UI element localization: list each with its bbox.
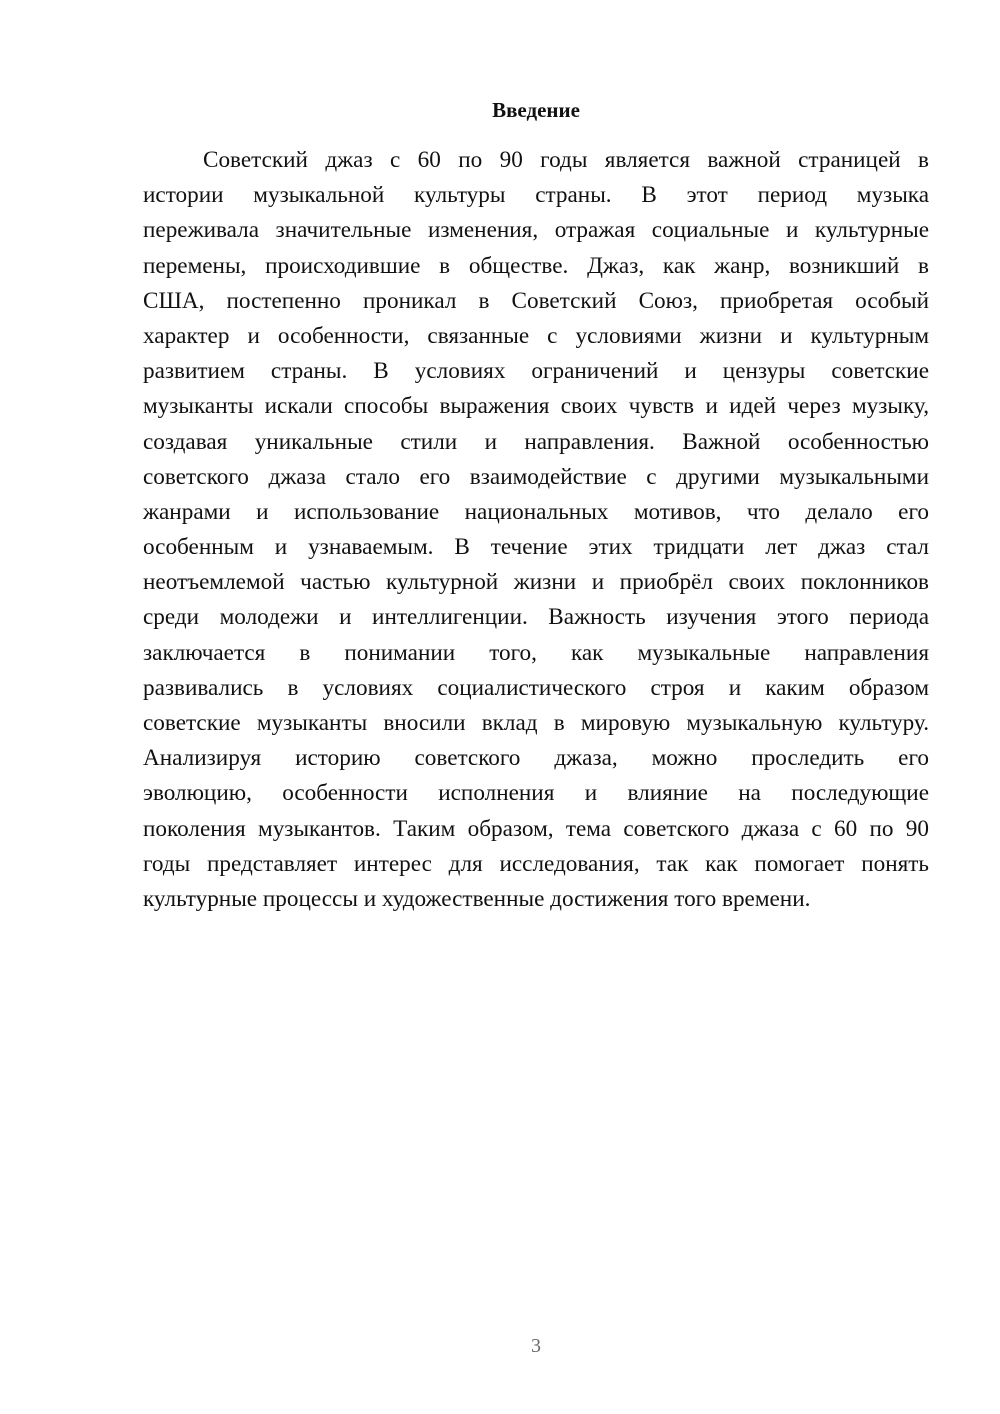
paragraph-line: создавая уникальные стили и направления. Важной особенностью [143, 428, 929, 455]
intro-paragraph [143, 143, 929, 917]
paragraph-line: неотъемлемой частью культурной жизни и приобрёл своих поклонников [143, 569, 929, 596]
paragraph-line: перемены, происходившие в обществе. Джаз, как жанр, возникший в [143, 252, 929, 279]
paragraph-line: истории музыкальной культуры страны. В этот период музыка [143, 182, 929, 209]
paragraph-line: Советский джаз с 60 по 90 годы является важной страницей в [203, 147, 929, 173]
paragraph-line: жанрами и использование национальных мотивов, что делало его [143, 498, 929, 525]
paragraph-line: особенным и узнаваемым. В течение этих тридцати лет джаз стал [143, 534, 929, 561]
paragraph-line: США, постепенно проникал в Советский Союз, приобретая особый [143, 287, 929, 314]
paragraph-line: переживала значительные изменения, отражая социальные и культурные [143, 217, 929, 244]
page-title: Введение [492, 98, 580, 122]
paragraph-line: советские музыканты вносили вклад в мировую музыкальную культуру. [143, 710, 929, 736]
paragraph-line: развивались в условиях социалистического строя и каким образом [143, 674, 929, 701]
page-number: 3 [531, 1335, 541, 1357]
paragraph-line: советского джаза стало его взаимодействие с другими музыкальными [143, 463, 929, 490]
paragraph-line: Анализируя историю советского джаза, можно проследить его [143, 745, 929, 772]
paragraph-line: заключается в понимании того, как музыкальные направления [143, 639, 929, 666]
paragraph-line: музыканты искали способы выражения своих чувств и идей через музыку, [143, 393, 929, 420]
paragraph-line: характер и особенности, связанные с условиями жизни и культурным [143, 322, 929, 349]
paragraph-line: культурные процессы и художественные достижения того времени. [143, 885, 811, 912]
paragraph-line: эволюцию, особенности исполнения и влияние на последующие [143, 780, 929, 807]
paragraph-line: поколения музыкантов. Таким образом, тема советского джаза с 60 по 90 [143, 815, 929, 842]
paragraph-line: среди молодежи и интеллигенции. Важность изучения этого периода [143, 604, 929, 631]
paragraph-line: годы представляет интерес для исследования, так как помогает понять [143, 850, 929, 877]
paragraph-line: развитием страны. В условиях ограничений и цензуры советские [143, 358, 929, 385]
